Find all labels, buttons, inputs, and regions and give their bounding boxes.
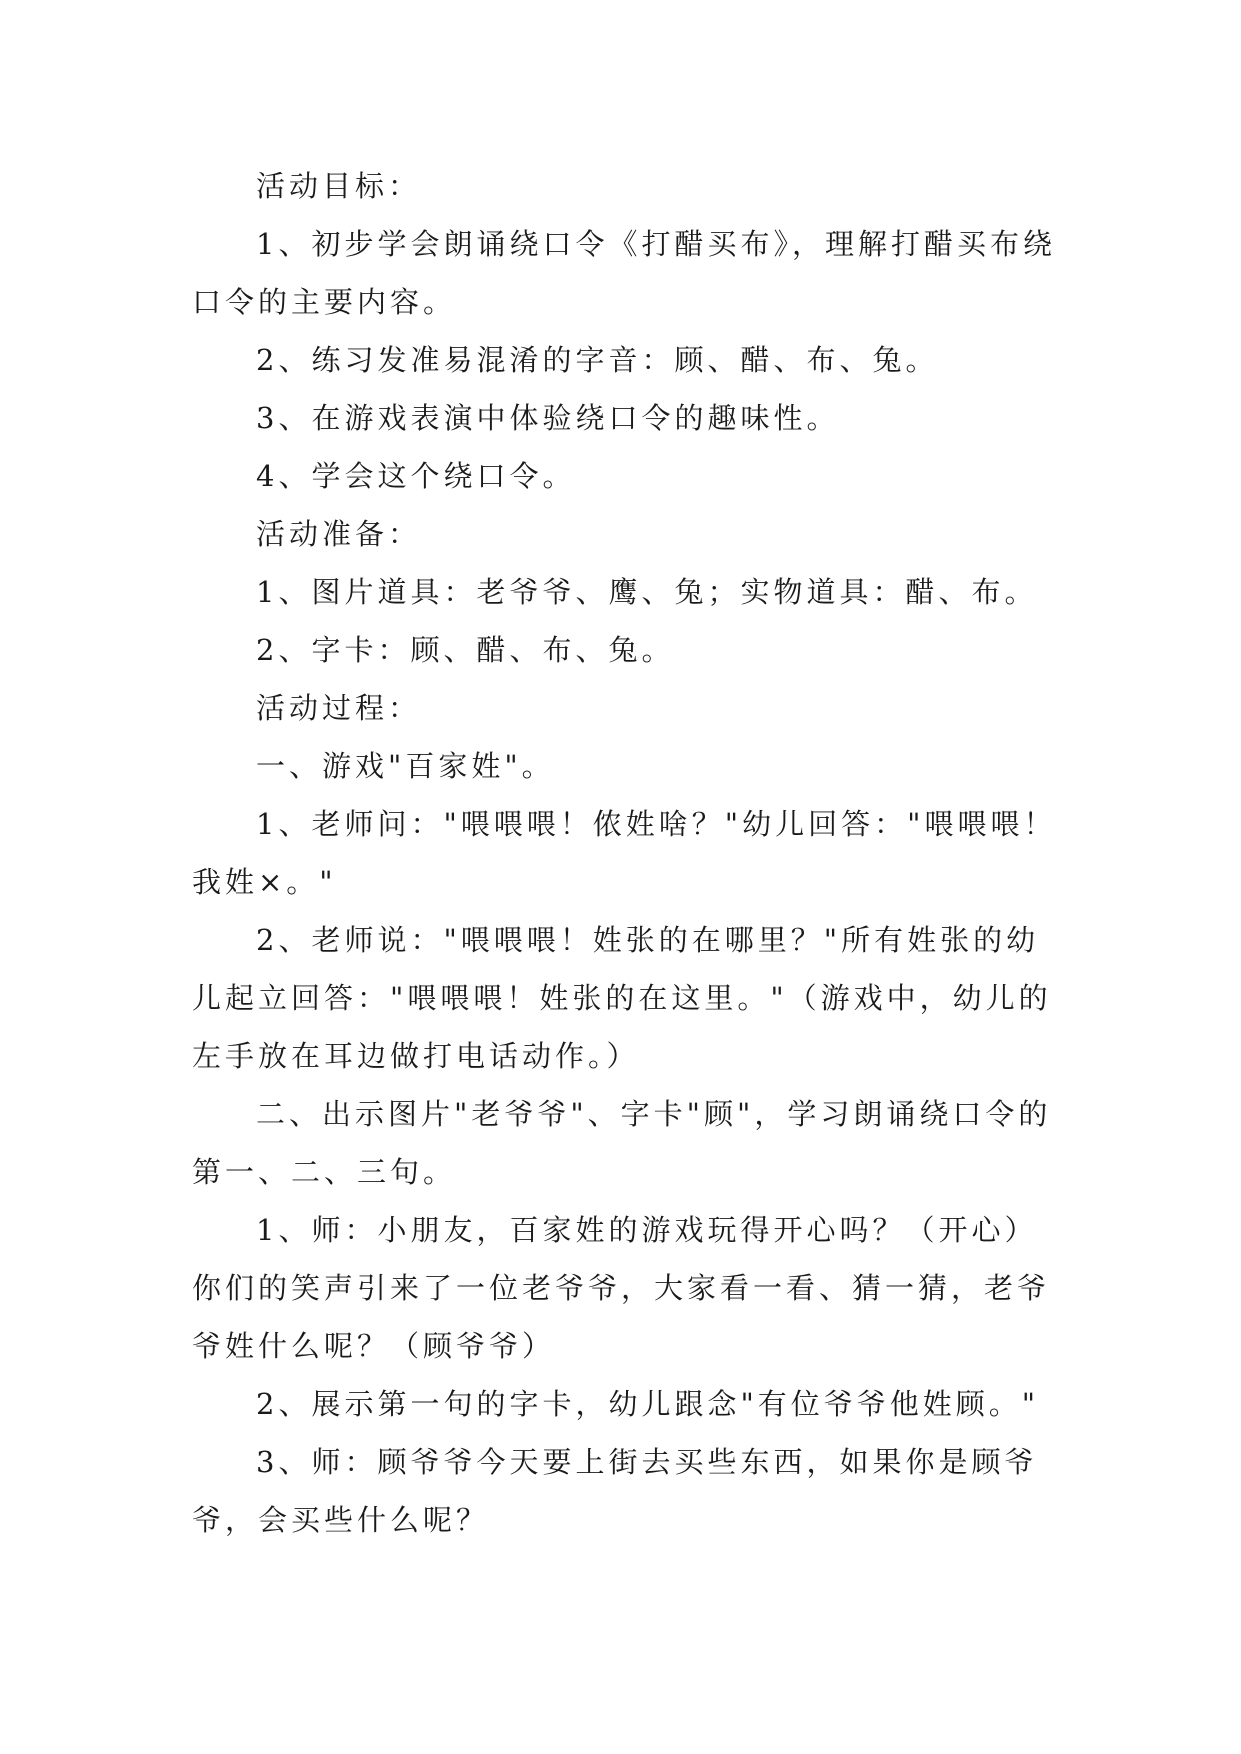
goal-item-3: 3、在游戏表演中体验绕口令的趣味性。 bbox=[256, 401, 840, 435]
document-body bbox=[192, 157, 1064, 1549]
preparation-item-1: 1、图片道具：老爷爷、鹰、兔；实物道具：醋、布。 bbox=[256, 575, 1038, 609]
goal-item-2: 2、练习发准易混淆的字音：顾、醋、布、兔。 bbox=[256, 343, 939, 377]
section-heading-process: 活动过程： bbox=[256, 691, 422, 725]
preparation-item-2: 2、字卡：顾、醋、布、兔。 bbox=[256, 633, 675, 667]
goal-item-4: 4、学会这个绕口令。 bbox=[256, 459, 576, 493]
process-step-2-item-3: 3、师：顾爷爷今天要上街去买些东西，如果你是顾爷爷，会买些什么呢？ bbox=[192, 1445, 1038, 1537]
section-heading-goals: 活动目标： bbox=[256, 169, 422, 203]
process-step-1-item-2: 2、老师说："喂喂喂！姓张的在哪里？"所有姓张的幼儿起立回答："喂喂喂！姓张的在这里。"（游戏中，幼儿的左手放在耳边做打电话动作。） bbox=[192, 923, 1052, 1073]
process-step-2: 二、出示图片"老爷爷"、字卡"顾"，学习朗诵绕口令的第一、二、三句。 bbox=[192, 1097, 1052, 1189]
process-step-1: 一、游戏"百家姓"。 bbox=[256, 749, 555, 783]
section-heading-preparation: 活动准备： bbox=[256, 517, 422, 551]
goal-item-1: 1、初步学会朗诵绕口令《打醋买布》，理解打醋买布绕口令的主要内容。 bbox=[192, 227, 1056, 319]
process-step-2-item-1: 1、师：小朋友，百家姓的游戏玩得开心吗？（开心）你们的笑声引来了一位老爷爷，大家看一看、猜一猜，老爷爷姓什么呢？（顾爷爷） bbox=[192, 1213, 1051, 1363]
process-step-1-item-1: 1、老师问："喂喂喂！侬姓啥？"幼儿回答："喂喂喂！我姓×。" bbox=[192, 807, 1057, 899]
process-step-2-item-2: 2、展示第一句的字卡，幼儿跟念"有位爷爷他姓顾。" bbox=[256, 1387, 1040, 1421]
